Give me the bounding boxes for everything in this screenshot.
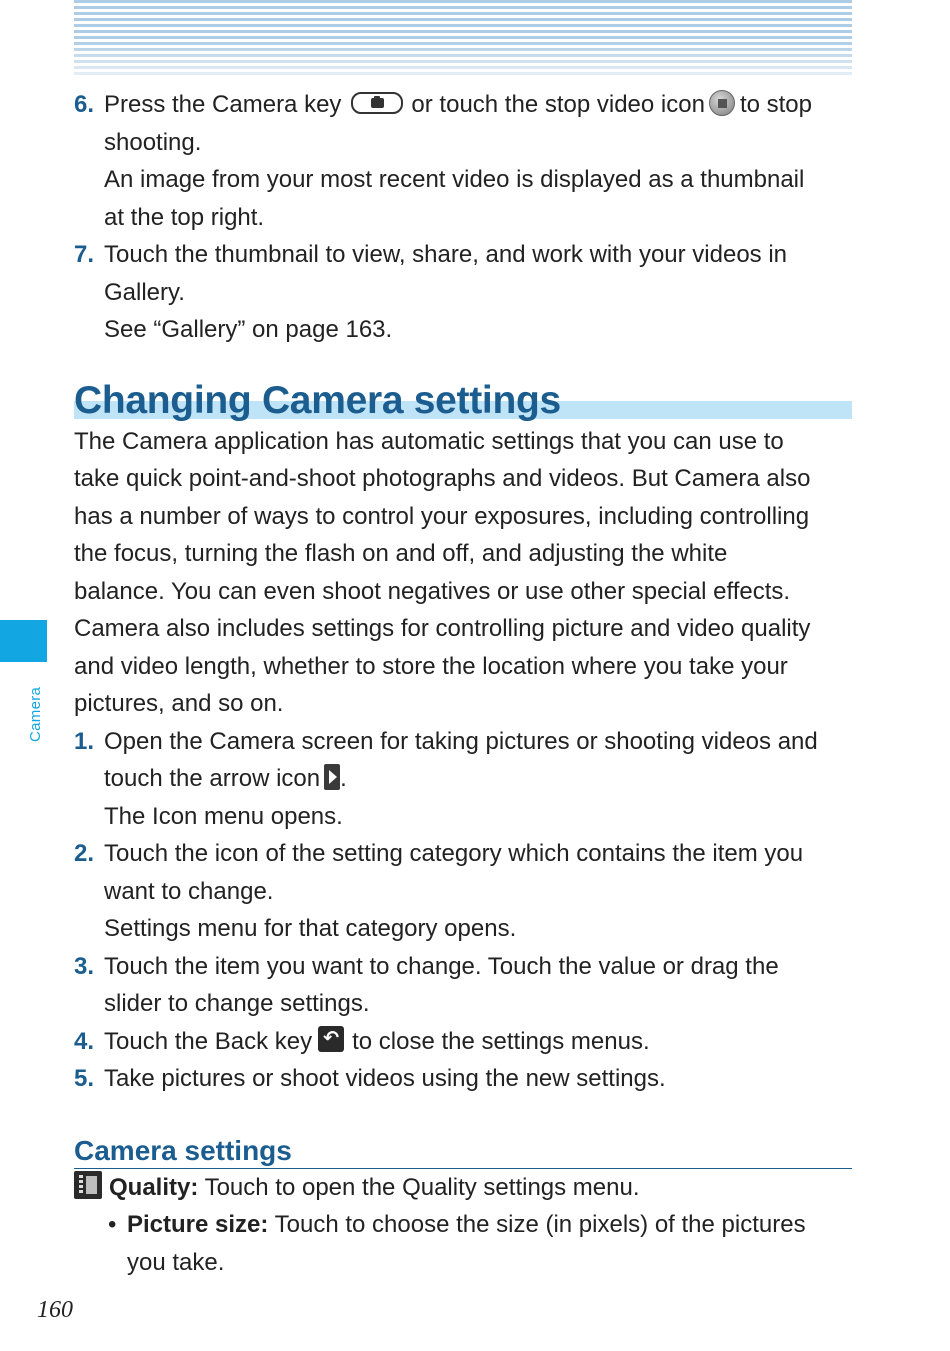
- step-text: Gallery.: [104, 278, 185, 306]
- step-text: to stop: [739, 91, 812, 118]
- intro-line: take quick point-and-shoot photographs and videos. But Camera also: [74, 465, 811, 492]
- picture-size-text: you take.: [127, 1248, 225, 1276]
- intro-line: The Camera application has automatic settings that you can use to: [74, 427, 784, 455]
- step-note: The Icon menu opens.: [104, 802, 343, 830]
- step-text: slider to change settings.: [104, 990, 370, 1017]
- step-number: 2.: [74, 840, 95, 867]
- intro-line: the focus, turning the flash on and off, and adjusting the white: [74, 540, 728, 567]
- step-7: [74, 236, 852, 349]
- section-tab-label: Camera: [27, 686, 44, 742]
- step-text: touch the arrow icon: [104, 765, 321, 792]
- quality-label: Quality:: [109, 1173, 199, 1201]
- intro-line: Camera also includes settings for controlling picture and video quality: [74, 615, 811, 642]
- step-number: 1.: [74, 727, 95, 755]
- step-number: 7.: [74, 241, 95, 268]
- step-text: Touch the Back key: [104, 1027, 313, 1055]
- step-number: 4.: [74, 1027, 95, 1055]
- section-heading: [74, 379, 852, 423]
- step-text: .: [340, 765, 347, 792]
- intro-line: has a number of ways to control your exposures, including controlling: [74, 502, 810, 530]
- step-2: [74, 835, 852, 948]
- step-text: Open the Camera screen for taking pictures or shooting videos and: [104, 727, 818, 755]
- step-3: [74, 948, 852, 1023]
- quality-icon: [74, 1171, 102, 1199]
- step-number: 3.: [74, 952, 95, 980]
- quality-setting: [74, 1169, 852, 1207]
- step-note: at the top right.: [104, 203, 265, 231]
- step-5: [74, 1060, 852, 1098]
- step-number: 5.: [74, 1065, 95, 1092]
- step-text: Touch the thumbnail to view, share, and work with your videos in: [104, 241, 788, 268]
- step-text: Touch the icon of the setting category which contains the item you: [104, 840, 804, 867]
- section-tab: [0, 620, 47, 662]
- step-text: to close the settings menus.: [352, 1027, 650, 1055]
- intro-line: balance. You can even shoot negatives or use other special effects.: [74, 577, 791, 605]
- step-text: shooting.: [104, 128, 202, 156]
- step-text: want to change.: [104, 877, 274, 905]
- step-6: [74, 86, 852, 236]
- step-text: Take pictures or shoot videos using the new settings.: [104, 1065, 666, 1092]
- step-note: An image from your most recent video is displayed as a thumbnail: [104, 166, 805, 193]
- step-text: Touch the item you want to change. Touch the value or drag the: [104, 952, 779, 980]
- subsection-title: Camera settings: [74, 1134, 852, 1169]
- step-note: See “Gallery” on page 163.: [104, 316, 393, 343]
- picture-size-item: [108, 1206, 852, 1281]
- picture-size-text: Touch to choose the size (in pixels) of the pictures: [268, 1211, 806, 1238]
- step-number: 6.: [74, 91, 95, 118]
- stop-video-icon: [709, 90, 735, 116]
- section-title: Changing Camera settings: [74, 378, 561, 422]
- camera-key-icon: [351, 92, 403, 114]
- page-number: 160: [37, 1297, 73, 1323]
- header-fade: [74, 40, 852, 76]
- page-content: [74, 86, 852, 1281]
- step-text: or touch the stop video icon: [411, 91, 705, 118]
- back-key-icon: ↶: [318, 1026, 344, 1052]
- picture-size-label: Picture size:: [127, 1211, 269, 1238]
- intro-line: pictures, and so on.: [74, 690, 284, 717]
- quality-text: Touch to open the Quality settings menu.: [198, 1173, 640, 1201]
- step-1: [74, 723, 852, 836]
- step-4: [74, 1023, 852, 1061]
- intro-paragraph: [74, 423, 852, 723]
- bullet-mark: •: [108, 1211, 117, 1238]
- intro-line: and video length, whether to store the location where you take your: [74, 652, 788, 680]
- step-note: Settings menu for that category opens.: [104, 915, 517, 942]
- step-text: Press the Camera key: [104, 91, 342, 118]
- arrow-icon: [324, 764, 340, 790]
